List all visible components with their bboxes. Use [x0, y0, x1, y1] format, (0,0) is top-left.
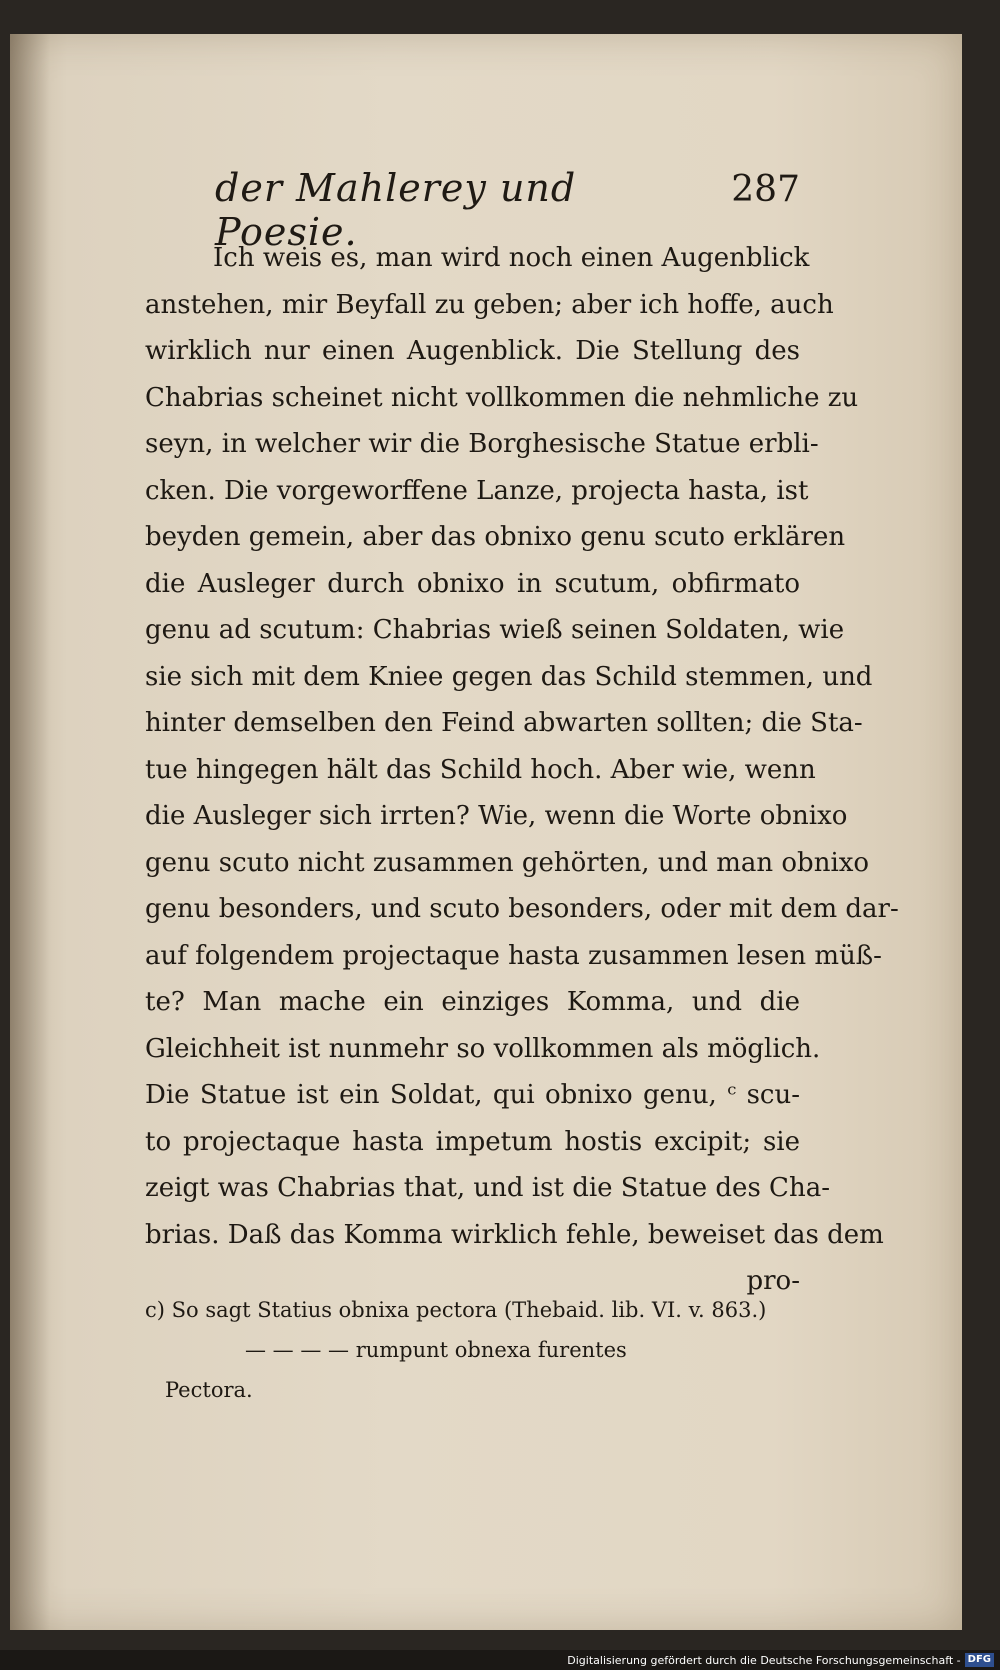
footnote-line: Pectora.	[165, 1378, 253, 1402]
footnote-line: — — — — rumpunt obnexa furentes	[245, 1338, 627, 1362]
text-line: die Ausleger sich irrten? Wie, wenn die Worte obnixo	[145, 801, 848, 831]
credit-text: Digitalisierung gefördert durch die Deutsche Forschungsgemeinschaft -	[567, 1653, 961, 1667]
text-line: beyden gemein, aber das obnixo genu scuto erklären	[145, 522, 846, 552]
text-line: wirklich nur einen Augenblick. Die Stellung des	[145, 336, 800, 366]
text-line: sie sich mit dem Kniee gegen das Schild stemmen, und	[145, 661, 873, 692]
text-line: anstehen, mir Beyfall zu geben; aber ich hoffe, auch	[145, 289, 834, 320]
footnotes	[145, 1290, 800, 1410]
text-line: Gleichheit ist nunmehr so vollkommen als möglich.	[145, 1033, 821, 1064]
running-title: der Mahlerey und Poesie.	[215, 166, 577, 254]
running-head	[215, 166, 800, 254]
text-line: Chabrias scheinet nicht vollkommen die nehmliche zu	[145, 382, 859, 413]
text-line: zeigt was Chabrias that, und ist die Statue des Cha-	[145, 1173, 830, 1203]
text-line: die Ausleger durch obnixo in scutum, obfirmato	[145, 568, 800, 599]
text-line: brias. Daß das Komma wirklich fehle, beweiset das dem	[145, 1219, 884, 1250]
page-number: 287	[731, 169, 800, 210]
footnote-line: c) So sagt Statius obnixa pectora (Thebaid. lib. VI. v. 863.)	[145, 1298, 767, 1322]
text-line: genu ad scutum: Chabrias wieß seinen Soldaten, wie	[145, 615, 845, 645]
spine-shadow	[10, 34, 50, 1630]
text-line: cken. Die vorgeworffene Lanze, projecta hasta, ist	[145, 475, 809, 506]
text-line: Ich weis es, man wird noch einen Augenblick	[213, 243, 810, 273]
text-line: genu besonders, und scuto besonders, oder mit dem dar-	[145, 894, 899, 924]
text-line: to projectaque hasta impetum hostis excipit; sie	[145, 1126, 800, 1157]
text-line: Die Statue ist ein Soldat, qui obnixo genu, ᶜ scu-	[145, 1080, 800, 1110]
text-line: te? Man mache ein einziges Komma, und die	[145, 987, 800, 1017]
text-line: tue hingegen hält das Schild hoch. Aber wie, wenn	[145, 754, 816, 785]
text-line: genu scuto nicht zusammen gehörten, und man obnixo	[145, 847, 870, 878]
dfg-logo: DFG	[965, 1653, 994, 1667]
body-text	[145, 235, 899, 1305]
text-line: hinter demselben den Feind abwarten sollten; die Sta-	[145, 708, 863, 738]
footer-credit	[567, 1652, 994, 1668]
text-line: auf folgendem projectaque hasta zusammen lesen müß-	[145, 940, 882, 971]
catchword: pro-	[746, 1266, 800, 1296]
text-line: seyn, in welcher wir die Borghesische Statue erbli-	[145, 429, 819, 459]
